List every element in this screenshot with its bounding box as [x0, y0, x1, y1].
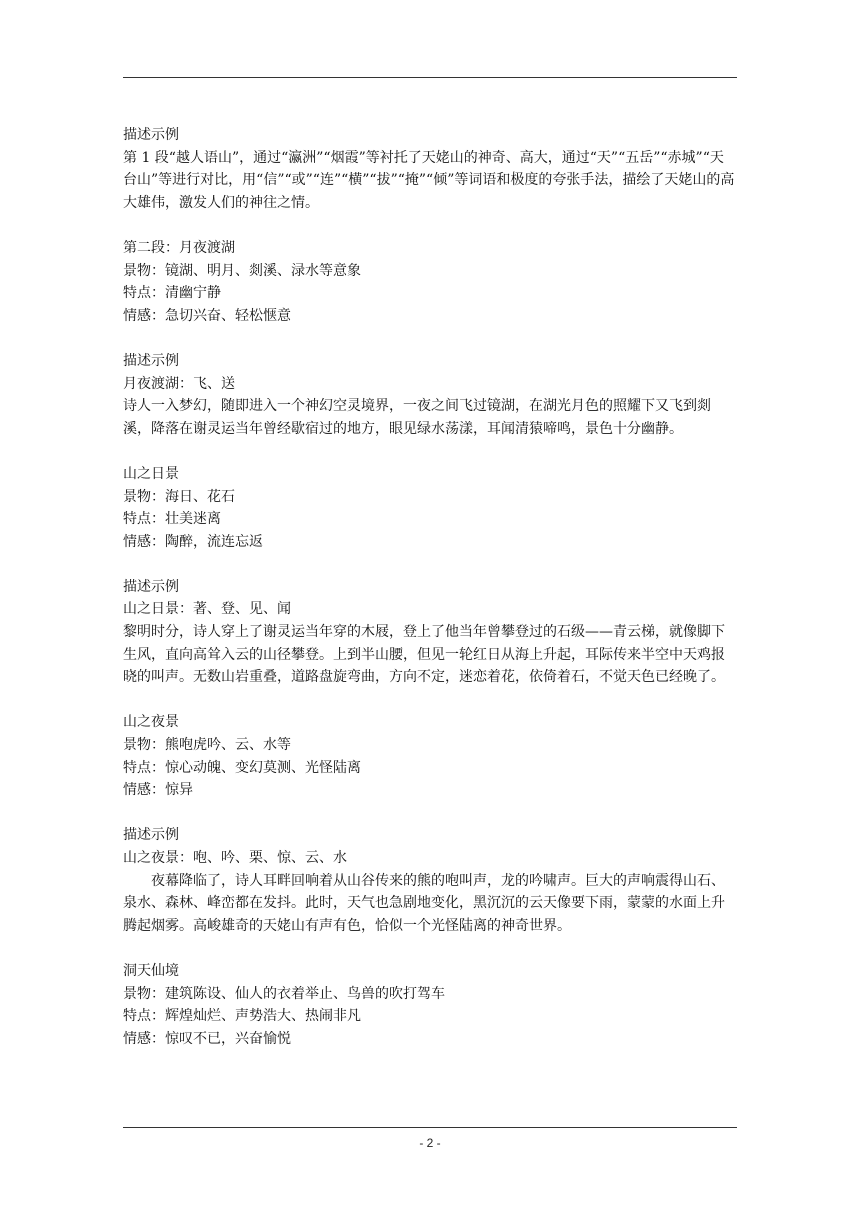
subheading: 月夜渡湖：飞、送	[123, 375, 235, 392]
document-body	[123, 124, 737, 1050]
section-heading: 洞天仙境	[123, 962, 179, 979]
subheading: 山之日景：著、登、见、闻	[123, 601, 291, 618]
paragraph: 诗人一入梦幻，随即进入一个神幻空灵境界，一夜之间飞过镜湖，在湖光月色的照耀下又飞到剡溪，降落在谢灵运当年曾经歇宿过的地方，眼见绿水荡漾，耳闻清猿啼鸣，景色十分幽静。	[123, 398, 711, 437]
section-heading: 描述示例	[123, 578, 179, 595]
section-heading: 山之日景	[123, 465, 179, 482]
scenery-line: 景物：镜湖、明月、剡溪、渌水等意象	[123, 262, 361, 279]
scenery-line: 景物：建筑陈设、仙人的衣着举止、鸟兽的吹打驾车	[123, 985, 445, 1002]
section-heading: 描述示例	[123, 352, 179, 369]
emotion-line: 情感：急切兴奋、轻松惬意	[123, 307, 291, 324]
paragraph: 黎明时分，诗人穿上了谢灵运当年穿的木屐，登上了他当年曾攀登过的石级——青云梯，就像脚下生风，直向高耸入云的山径攀登。上到半山腰，但见一轮红日从海上升起，耳际传来半空中天鸡报晓的叫声。无数山岩重叠，道路盘旋弯曲，方向不定，迷恋着花，依倚着石，不觉天色已经晚了。	[123, 624, 725, 686]
section-heading: 山之夜景	[123, 714, 179, 731]
emotion-line: 情感：惊异	[123, 782, 193, 799]
paragraph: 夜幕降临了，诗人耳畔回响着从山谷传来的熊的咆叫声，龙的吟啸声。巨大的声响震得山石、泉水、森林、峰峦都在发抖。此时，天气也急剧地变化，黑沉沉的云天像要下雨，蒙蒙的水面上升腾起烟雾。高峻雄奇的天姥山有声有色，恰似一个光怪陆离的神奇世界。	[123, 872, 725, 934]
section-heading: 描述示例	[123, 827, 179, 844]
paragraph: 第 1 段“越人语山”，通过“瀛洲”“烟霞”等衬托了天姥山的神奇、高大，通过“天”“五岳”“赤城”“天台山”等进行对比，用“信”“或”“连”“横”“拔”“掩”“倾”等词语和极度的夸张手法，描绘了天姥山的高大雄伟，激发人们的神往之情。	[123, 149, 735, 211]
feature-line: 特点：清幽宁静	[123, 285, 221, 302]
section-heading: 第二段：月夜渡湖	[123, 239, 235, 256]
scenery-line: 景物：熊咆虎吟、云、水等	[123, 737, 291, 754]
feature-line: 特点：辉煌灿烂、声势浩大、热闹非凡	[123, 1008, 361, 1025]
feature-line: 特点：惊心动魄、变幻莫测、光怪陆离	[123, 759, 361, 776]
subheading: 山之夜景：咆、吟、栗、惊、云、水	[123, 850, 347, 866]
scenery-line: 景物：海日、花石	[123, 488, 235, 505]
footer-rule	[123, 1127, 737, 1128]
section-heading: 描述示例	[123, 127, 179, 143]
emotion-line: 情感：惊叹不已，兴奋愉悦	[123, 1030, 291, 1047]
page-number: - 2 -	[419, 1136, 441, 1150]
emotion-line: 情感：陶醉，流连忘返	[123, 533, 263, 550]
feature-line: 特点：壮美迷离	[123, 511, 221, 528]
header-rule	[123, 77, 737, 78]
